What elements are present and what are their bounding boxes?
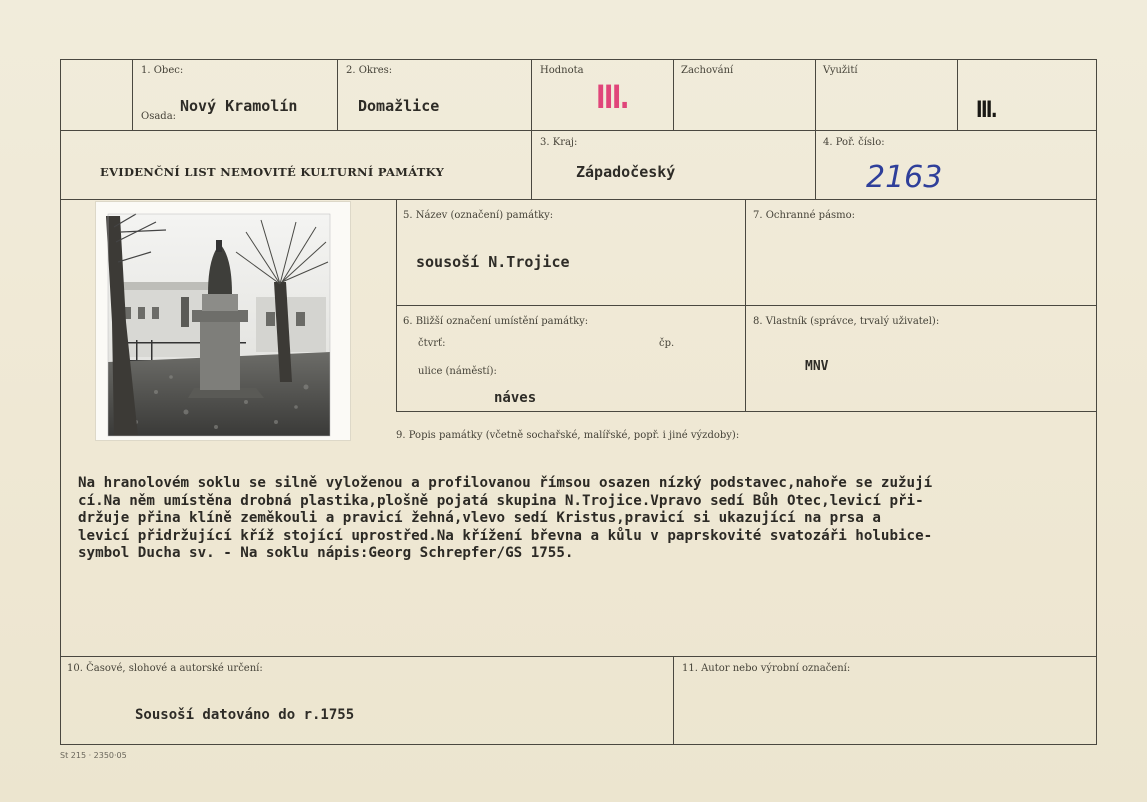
umisteni-label: 6. Bližší označení umístění památky:: [403, 316, 589, 327]
zachovani-label: Zachování: [681, 65, 734, 76]
popis-line: levicí přidržující kříž stojící uprostřed.Na křížení břevna a kůlu v paprskovité svatozáři holubice-: [78, 527, 933, 544]
ctvrt-label: čtvrť:: [418, 338, 446, 349]
nazev-value: sousoší N.Trojice: [416, 253, 570, 271]
ulice-label: ulice (náměstí):: [418, 366, 497, 377]
cp-label: čp.: [659, 338, 675, 349]
vlastnik-value: MNV: [805, 359, 829, 374]
autor-label: 11. Autor nebo výrobní označení:: [682, 663, 851, 674]
okres-value: Domažlice: [358, 97, 440, 115]
okres-label: 2. Okres:: [346, 65, 393, 76]
form-title: EVIDENČNÍ LIST NEMOVITÉ KULTURNÍ PAMÁTKY: [100, 165, 445, 179]
divider: [132, 59, 133, 131]
divider: [60, 130, 1097, 131]
vlastnik-label: 8. Vlastník (správce, trvalý uživatel):: [753, 316, 940, 327]
hodnota-stamp: III.: [596, 78, 628, 116]
hodnota-label: Hodnota: [540, 65, 584, 76]
popis-line: symbol Ducha sv. - Na soklu nápis:Georg Schrepfer/GS 1755.: [78, 545, 574, 561]
monument-photo: [96, 202, 350, 440]
divider: [745, 199, 746, 412]
casove-value: Sousoší datováno do r.1755: [135, 707, 355, 723]
divider: [60, 199, 1097, 200]
divider: [396, 411, 1097, 412]
popis-label: 9. Popis památky (včetně sochařské, malířské, popř. i jiné výzdoby):: [396, 430, 740, 441]
osada-label: Osada:: [141, 111, 177, 122]
obec-value: Nový Kramolín: [180, 97, 298, 115]
ulice-value: náves: [494, 390, 537, 406]
monument-photo-image: [96, 202, 350, 440]
popis-line: Na hranolovém soklu se silně vyloženou a profilovanou římsou osazen nízký podstavec,nahoře se zužují: [78, 475, 933, 491]
divider: [396, 305, 1097, 306]
popis-line: držuje přina klíně zeměkouli a pravicí žehná,vlevo sedí Kristus,pravicí si ukazující na prsa a: [78, 510, 881, 526]
por-cislo-label: 4. Poř. číslo:: [823, 137, 885, 148]
nazev-label: 5. Název (označení) památky:: [403, 210, 554, 221]
form-code: St 215 · 2350·05: [60, 751, 127, 760]
divider: [673, 656, 674, 745]
popis-text: [78, 475, 1088, 563]
kraj-value: Západočeský: [576, 163, 676, 181]
ochranne-pasmo-label: 7. Ochranné pásmo:: [753, 210, 856, 221]
popis-line: cí.Na něm umístěna drobná plastika,plošně pojatá skupina N.Trojice.Vpravo sedí Bůh Otec,levicí při-: [78, 492, 924, 509]
obec-label: 1. Obec:: [141, 65, 184, 76]
kraj-label: 3. Kraj:: [540, 137, 578, 148]
corner-grade-mark: III.: [976, 98, 996, 123]
divider: [396, 199, 397, 412]
divider: [337, 59, 338, 131]
divider: [60, 656, 1097, 657]
divider: [673, 59, 674, 131]
por-cislo-handwritten: 2163: [866, 160, 943, 195]
casove-label: 10. Časové, slohové a autorské určení:: [67, 663, 263, 674]
divider: [957, 59, 958, 131]
vyuziti-label: Využití: [823, 65, 858, 76]
